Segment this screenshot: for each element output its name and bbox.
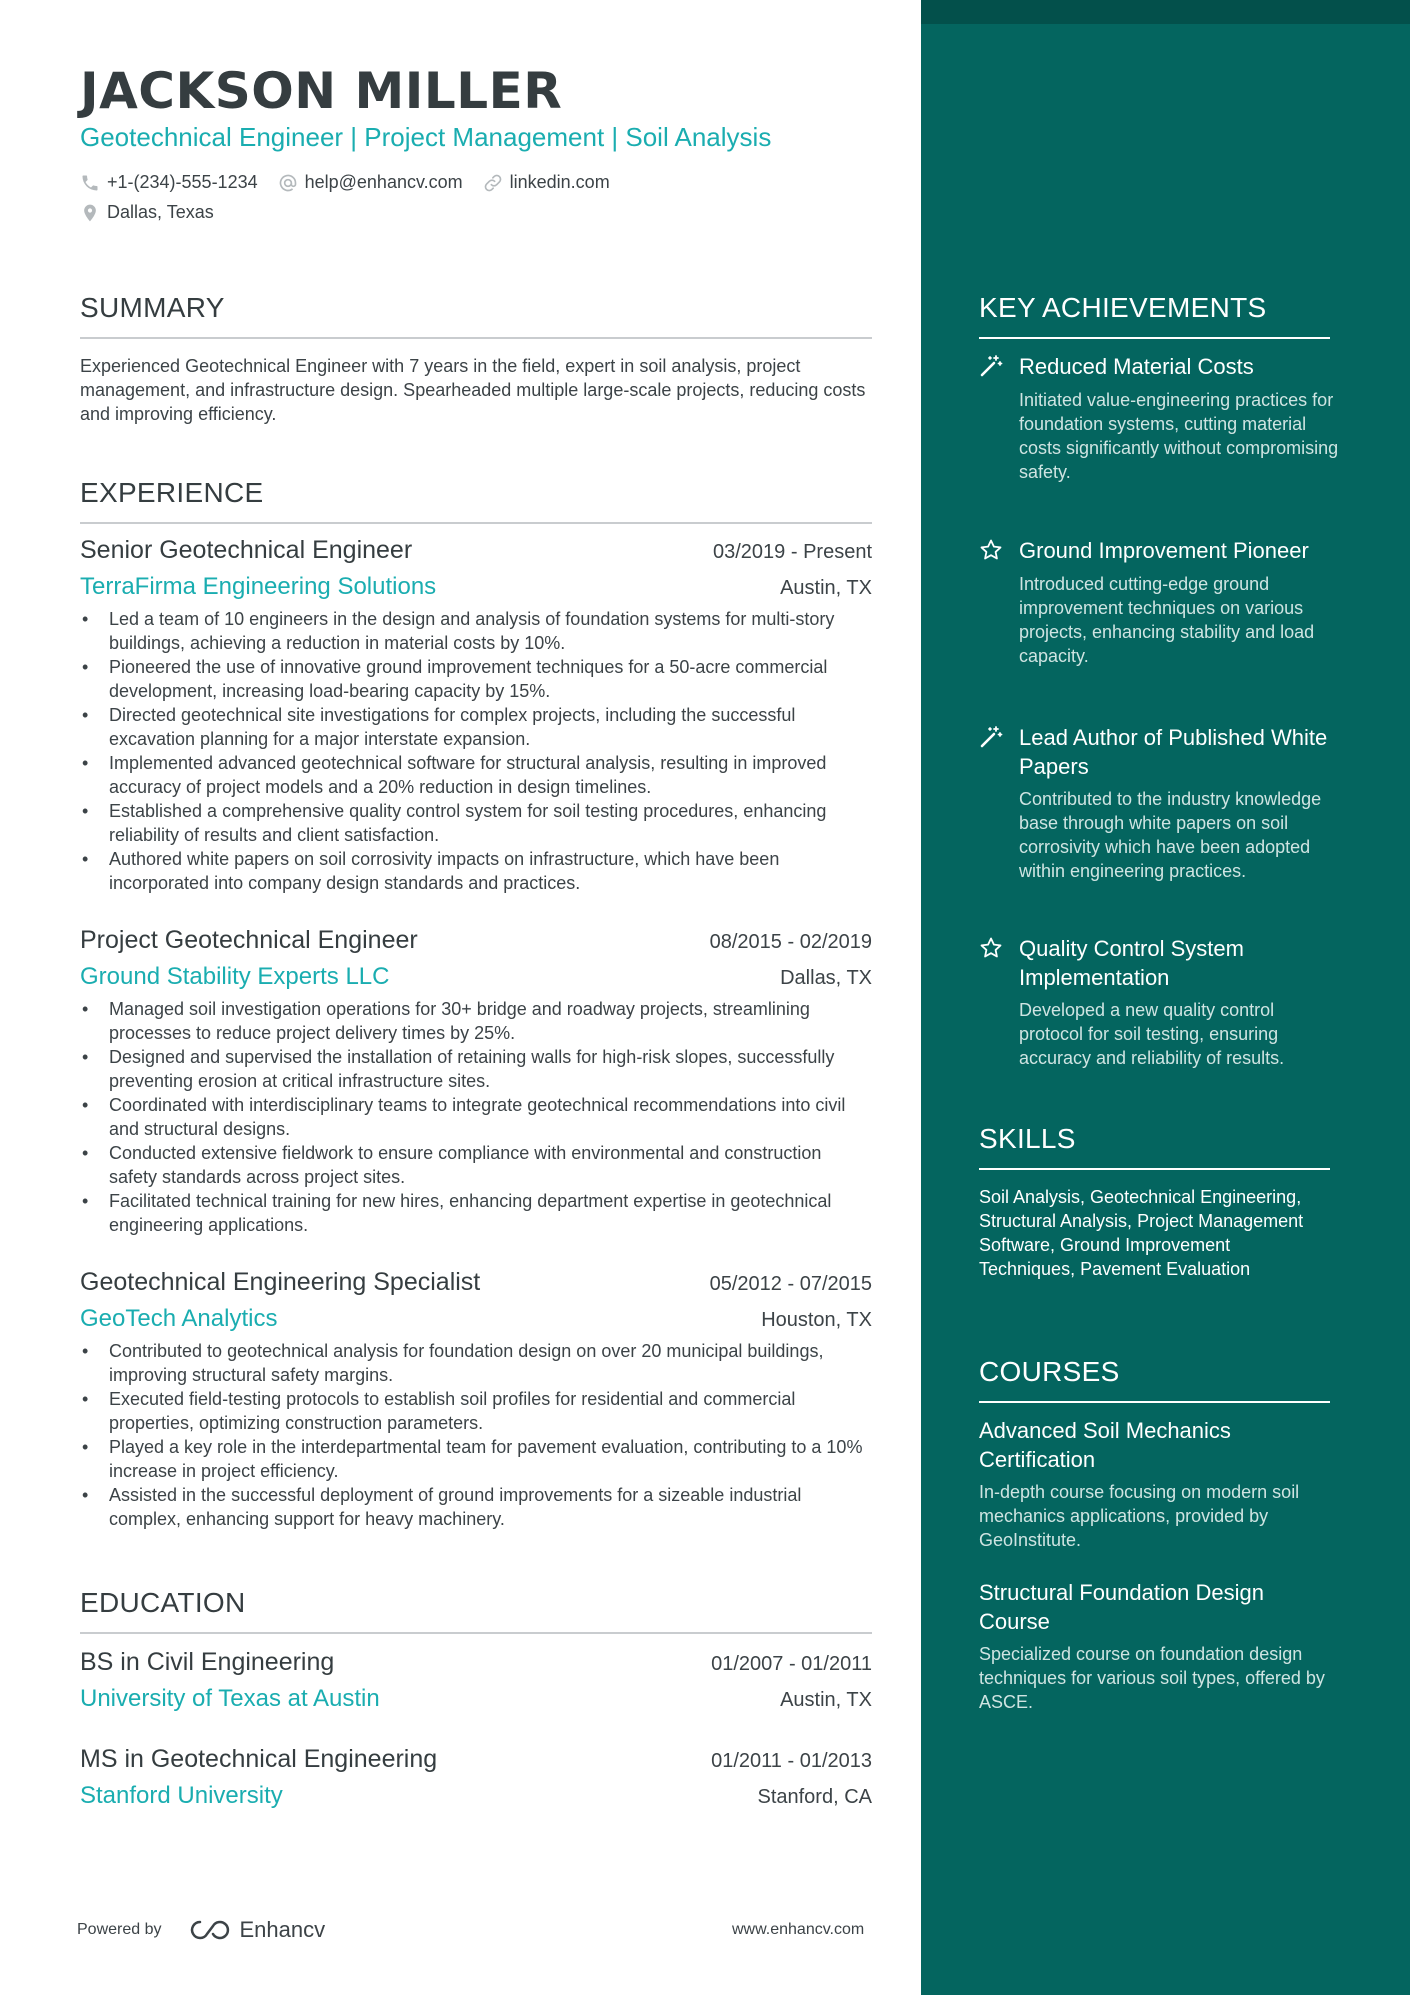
achievement-desc: Contributed to the industry knowledge base through white papers on soil corrosivity which have been adopted within engineering practices. [1019, 789, 1322, 881]
star-icon [979, 936, 1007, 964]
linkedin-text: linkedin.com [509, 172, 610, 192]
job-role: Senior Geotechnical Engineer [80, 536, 413, 564]
job-location: Dallas, TX [780, 967, 872, 989]
job-company[interactable]: GeoTech Analytics [80, 1305, 278, 1332]
education-location: Austin, TX [780, 1689, 872, 1711]
course-item [979, 1416, 1339, 1552]
enhancv-logo [188, 1917, 326, 1943]
job-bullets [80, 607, 872, 895]
contact-row [80, 172, 610, 193]
achievement-desc: Introduced cutting-edge ground improvement techniques on various projects, enhancing stability and load capacity. [1019, 574, 1315, 666]
school[interactable]: University of Texas at Austin [80, 1685, 380, 1712]
degree: MS in Geotechnical Engineering [80, 1745, 438, 1773]
bullet: • Contributed to geotechnical analysis for foundation design on over 20 municipal buildings, improving structural safety margins. [80, 1339, 872, 1387]
bullet: • Coordinated with interdisciplinary teams to integrate geotechnical recommendations into civil and structural designs. [80, 1093, 872, 1141]
bullet: • Played a key role in the interdepartmental team for pavement evaluation, contributing to a 10% increase in project efficiency. [80, 1435, 872, 1483]
at-icon [278, 173, 298, 193]
sidebar-top-band [921, 0, 1410, 24]
location-text: Dallas, Texas [107, 202, 214, 222]
job-entry [80, 926, 872, 1237]
contact-email[interactable] [278, 172, 463, 193]
achievement-desc: Initiated value-engineering practices for foundation systems, cutting material costs significantly without compromising safety. [1019, 390, 1339, 482]
course-title: Structural Foundation Design Course [979, 1580, 1264, 1634]
skills-heading: SKILLS [979, 1123, 1076, 1154]
summary-text: Experienced Geotechnical Engineer with 7 years in the field, expert in soil analysis, project management, and infrastructure design. Spearheaded multiple large-scale projects, reducing costs and improving efficiency. [80, 356, 866, 424]
bullet: • Managed soil investigation operations for 30+ bridge and roadway projects, streamlining processes to reduce project delivery times by 25%. [80, 997, 872, 1045]
job-role: Geotechnical Engineering Specialist [80, 1268, 481, 1296]
job-dates: 03/2019 - Present [713, 541, 872, 563]
achievement-title: Reduced Material Costs [1019, 354, 1254, 379]
job-dates: 08/2015 - 02/2019 [709, 931, 872, 953]
phone-text: +1-(234)-555-1234 [107, 172, 258, 192]
achievement-desc: Developed a new quality control protocol for soil testing, ensuring accuracy and reliability of results. [1019, 1000, 1285, 1068]
candidate-title: Geotechnical Engineer | Project Management | Soil Analysis [80, 122, 772, 152]
degree: BS in Civil Engineering [80, 1648, 335, 1676]
bullet: • Designed and supervised the installation of retaining walls for high-risk slopes, successfully preventing erosion at critical infrastructure sites. [80, 1045, 872, 1093]
bullet: • Directed geotechnical site investigations for complex projects, including the successful excavation planning for a major interstate expansion. [80, 703, 872, 751]
achievement-item [979, 352, 1339, 484]
experience-divider [80, 522, 872, 524]
job-bullets [80, 997, 872, 1237]
education-dates: 01/2011 - 01/2013 [711, 1750, 872, 1772]
summary-heading: SUMMARY [80, 292, 225, 323]
achievements-heading: KEY ACHIEVEMENTS [979, 292, 1267, 323]
job-location: Houston, TX [761, 1309, 872, 1331]
education-location: Stanford, CA [757, 1786, 872, 1808]
skills-text: Soil Analysis, Geotechnical Engineering, Structural Analysis, Project Management Software, Ground Improvement Techniques, Pavement Evaluation [979, 1187, 1304, 1279]
courses-heading: COURSES [979, 1356, 1120, 1387]
achievement-title: Lead Author of Published White Papers [1019, 725, 1328, 779]
course-item [979, 1578, 1339, 1714]
education-dates: 01/2007 - 01/2011 [711, 1653, 872, 1675]
education-heading: EDUCATION [80, 1587, 246, 1618]
job-bullets [80, 1339, 872, 1531]
achievement-title: Quality Control System Implementation [1019, 936, 1244, 990]
enhancv-brand: Enhancv [239, 1917, 326, 1942]
bullet: • Led a team of 10 engineers in the design and analysis of foundation systems for multi-story buildings, achieving a reduction in material costs by 10%. [80, 607, 872, 655]
job-entry [80, 536, 872, 895]
bullet: • Established a comprehensive quality control system for soil testing procedures, enhancing reliability of results and client satisfaction. [80, 799, 872, 847]
education-entry [80, 1648, 872, 1713]
job-company[interactable]: TerraFirma Engineering Solutions [80, 573, 437, 600]
achievement-item [979, 536, 1339, 668]
footer-powered-by[interactable] [77, 1917, 325, 1943]
education-entry [80, 1745, 872, 1810]
candidate-name: JACKSON MILLER [80, 62, 563, 120]
achievement-item [979, 934, 1339, 1070]
bullet: • Conducted extensive fieldwork to ensure compliance with environmental and construction safety standards across project sites. [80, 1141, 872, 1189]
enhancv-logo-icon [188, 1919, 232, 1941]
courses-divider [979, 1401, 1330, 1403]
contact-phone[interactable] [80, 172, 258, 193]
school[interactable]: Stanford University [80, 1782, 283, 1809]
email-text: help@enhancv.com [304, 172, 463, 192]
contact-location [80, 202, 214, 223]
star-icon [979, 538, 1007, 566]
bullet: • Assisted in the successful deployment of ground improvements for a sizeable industrial complex, enhancing support for heavy machinery. [80, 1483, 872, 1531]
bullet: • Facilitated technical training for new hires, enhancing department expertise in geotechnical engineering applications. [80, 1189, 872, 1237]
job-location: Austin, TX [780, 577, 872, 599]
magic-wand-icon [979, 725, 1007, 753]
bullet: • Authored white papers on soil corrosivity impacts on infrastructure, which have been incorporated into company design standards and practices. [80, 847, 872, 895]
experience-heading: EXPERIENCE [80, 477, 264, 508]
footer-website[interactable]: www.enhancv.com [732, 1921, 865, 1938]
skills-divider [979, 1168, 1330, 1170]
achievements-divider [979, 337, 1330, 339]
bullet: • Pioneered the use of innovative ground improvement techniques for a 50-acre commercial development, increasing load-bearing capacity by 15%. [80, 655, 872, 703]
course-title: Advanced Soil Mechanics Certification [979, 1418, 1231, 1472]
course-desc: In-depth course focusing on modern soil mechanics applications, provided by GeoInstitute. [979, 1482, 1300, 1550]
education-divider [80, 1632, 872, 1634]
job-company[interactable]: Ground Stability Experts LLC [80, 963, 390, 990]
achievement-item [979, 723, 1339, 883]
achievement-title: Ground Improvement Pioneer [1019, 538, 1309, 563]
contact-linkedin[interactable] [483, 172, 610, 193]
course-desc: Specialized course on foundation design techniques for various soil types, offered by ASCE. [979, 1644, 1325, 1712]
bullet: • Implemented advanced geotechnical software for structural analysis, resulting in improved accuracy of project models and a 20% reduction in design timelines. [80, 751, 872, 799]
contact-row-2 [80, 202, 214, 223]
magic-wand-icon [979, 354, 1007, 382]
location-pin-icon [80, 203, 100, 223]
bullet: • Executed field-testing protocols to establish soil profiles for residential and commercial properties, optimizing construction parameters. [80, 1387, 872, 1435]
summary-divider [80, 337, 872, 339]
phone-icon [80, 173, 100, 193]
job-entry [80, 1268, 872, 1531]
job-role: Project Geotechnical Engineer [80, 926, 418, 954]
powered-by-label: Powered by [77, 1921, 162, 1938]
job-dates: 05/2012 - 07/2015 [709, 1273, 872, 1295]
link-icon [483, 173, 503, 193]
